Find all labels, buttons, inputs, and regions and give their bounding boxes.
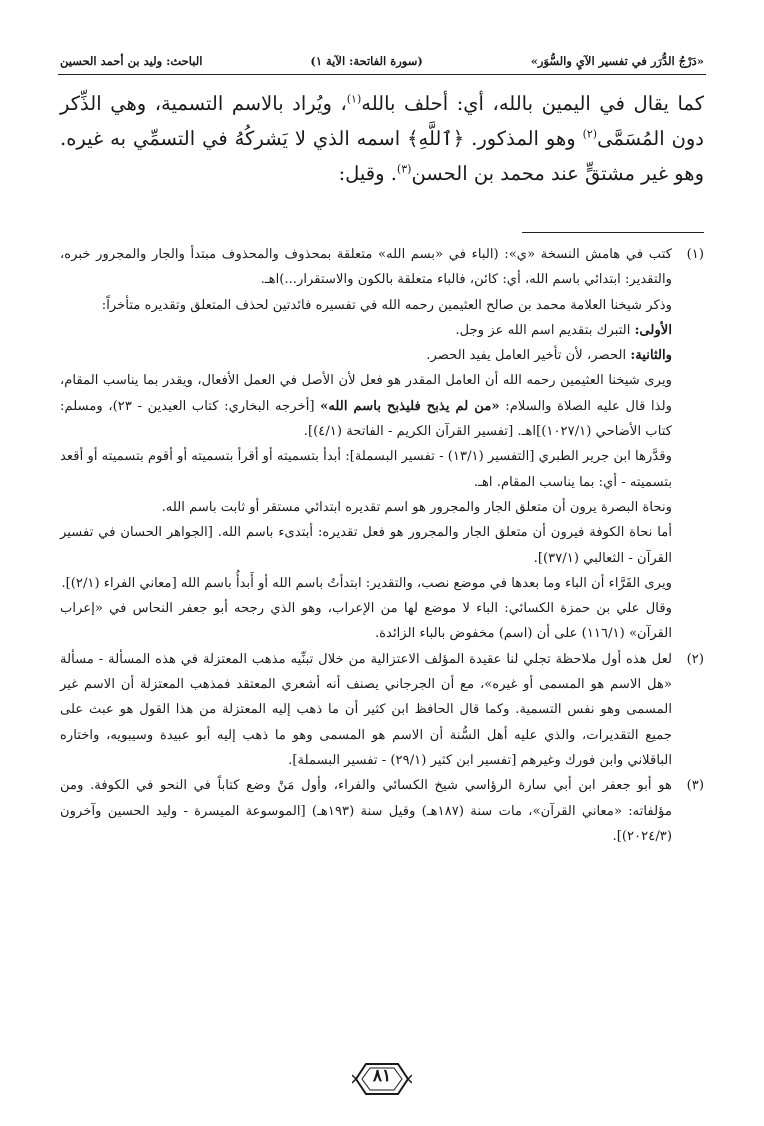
- footnote-paragraph: وقال علي بن حمزة الكسائي: الباء لا موضع لها من الإعراب، وهو الذي رجحه أبو جعفر النحاس في «إعراب القرآن» (١١٦/١) على أن (اسم) مخفوض بالباء الزائدة.: [60, 601, 672, 642]
- main-line-1a: كما يقال في اليمين بالله، أي: أحلف بالله: [361, 92, 704, 115]
- book-title: «دَرْجُ الدُّرَر في تفسير الآيِ والسُّوَر»: [530, 54, 704, 68]
- footnote-paragraph: هو أبو جعفر ابن أبي سارة الرؤاسي شيخ الكسائي والفراء، وأول مَنْ وضع كتاباً في النحو في الكوفة. ومن مؤلفاته: «معاني القرآن»، مات سنة (١٨٧هـ) وقيل سنة (١٩٣هـ) [الموسوعة الميسرة - وليد الحسين وآخرون (٢٠٢٤/٣)].: [60, 778, 673, 844]
- footnote-text: الحصر، لأن تأخير العامل يفيد الحصر.: [426, 348, 631, 364]
- running-header: [60, 48, 704, 74]
- researcher-name: الباحث: وليد بن أحمد الحسين: [60, 54, 203, 68]
- footnote-body: [60, 773, 672, 849]
- footnote-paragraph: [60, 318, 672, 343]
- main-line-1b: ، ويُراد بالاسم التسمية،: [154, 92, 347, 115]
- page-number-ornament: [352, 1060, 412, 1098]
- footnote-label: والثانية:: [630, 348, 672, 364]
- header-rule: [58, 74, 706, 75]
- footnotes: [60, 242, 704, 849]
- main-paragraph: [60, 86, 704, 191]
- footnote-paragraph: وقدَّرها ابن جرير الطبري [التفسير (١٣/١) - تفسير البسملة]: أبدأ بتسميته أو أقرأ بتسميته أو أقوم بتسميته أو أقعد بتسميته - أي: بما يناسب المقام. اهـ.: [60, 449, 672, 490]
- footnote-ref-2[interactable]: (٢): [582, 127, 598, 141]
- footnote-divider: [522, 232, 704, 233]
- footnote-paragraph: [60, 368, 672, 444]
- footnote-text: [أخرجه البخاري: كتاب العيدين - ٢٣)، ومسلم: كتاب الأضاحي (١٠٢٧/١)]اهـ. [تفسير القرآن الكريم - الفاتحة (٤/١)].: [60, 398, 672, 440]
- page-number: ٨١: [372, 1066, 392, 1086]
- footnote-paragraph: ويرى الفَرَّاء أن الباء وما بعدها في موضع نصب، والتقدير: ابتدأتُ باسم الله أو أَبدأُ باسم الله [معاني الفراء (٢/١)].: [61, 575, 672, 591]
- main-line-2a: وهي الذِّكر دون المُسَمَّى: [60, 92, 704, 150]
- footnote-label: الأولى:: [634, 322, 672, 338]
- footnote-text: ويرى شيخنا العثيمين رحمه الله أن العامل المقدر هو فعل لأن الأصل في العمل الأفعال، ويقدر بما يناسب المقام، ولذا قال عليه الصلاة والسلام:: [60, 373, 672, 414]
- footnote-number: (١): [686, 247, 704, 262]
- main-text: [60, 86, 704, 191]
- hadith-quote: «من لم يذبح فليذبح باسم الله»: [320, 398, 500, 414]
- main-line-2b: وهو المذكور. ﴿ٱللَّهِ﴾ اسمه الذي لا يَشركُهُ: [234, 127, 583, 150]
- footnote-paragraph: وذكر شيخنا العلامة محمد بن صالح العثيمين رحمه الله في تفسيره فائدتين لحذف المتعلق وتقديره متأخراً:: [101, 297, 672, 313]
- footnote-text: التبرك بتقديم اسم الله عز وجل.: [455, 322, 635, 338]
- main-line-3a: في التسمِّي به غيره. وهو غير مشتقٍّ عند محمد بن الحسن: [60, 127, 704, 185]
- footnote-number: (٣): [686, 778, 704, 794]
- footnote-body: [60, 242, 672, 647]
- footnote-3: [60, 773, 704, 849]
- footnote-ref-3[interactable]: (٣): [396, 162, 412, 176]
- footnote-1: [60, 242, 704, 647]
- footnote-paragraph: ونحاة البصرة يرون أن متعلق الجار والمجرور هو اسم تقديره ابتدائي مستقر أو ثابت باسم الله.: [161, 499, 672, 515]
- footnote-paragraph: أما نحاة الكوفة فيرون أن متعلق الجار والمجرور هو فعل تقديره: أبتدىء باسم الله. [الجواهر الحسان في تفسير القرآن - الثعالبي (٣٧/١)].: [60, 525, 672, 566]
- footnote-number: (٢): [686, 651, 704, 667]
- footnote-paragraph: كتب في هامش النسخة «ي»: (الباء في «بسم الله» متعلقة بمحذوف والمحذوف مبتدأ والجار والمجرور خبره، والتقدير: ابتدائي باسم الله، أي: كائن، فالباء متعلقة بالكون والاستقرار...)اهـ.: [60, 247, 672, 288]
- main-line-3b: . وقيل:: [338, 162, 397, 185]
- surah-location: (سورة الفاتحة: الآية ١): [310, 54, 423, 68]
- footnote-body: [60, 647, 672, 773]
- footnote-2: [60, 647, 704, 773]
- footnote-paragraph: لعل هذه أول ملاحظة تجلي لنا عقيدة المؤلف الاعتزالية من خلال تبنِّيه مذهب المعتزلة في هذه المسألة - مسألة «هل الاسم هو المسمى أو غيره»، مع أن الجرجاني يصنف أنه أشعري المعتقد فمذهب المعتزلة أن الاسم غير المسمى وهو نفس التسمية. وكما قال الحافظ ابن كثير أن ما ذهب إليه المعتزلة من هذا القول هو عبث على جميع التقديرات، والذي عليه أهل السُّنة أن الاسم هو المسمى وهو ما ذهب إليه أبو عبيدة وسيبويه، واختاره الباقلاني وابن فورك وغيرهم [تفسير ابن كثير (٢٩/١) - تفسير البسملة].: [60, 651, 672, 768]
- footnote-ref-1[interactable]: (١): [346, 92, 362, 106]
- footnote-paragraph: [60, 343, 672, 368]
